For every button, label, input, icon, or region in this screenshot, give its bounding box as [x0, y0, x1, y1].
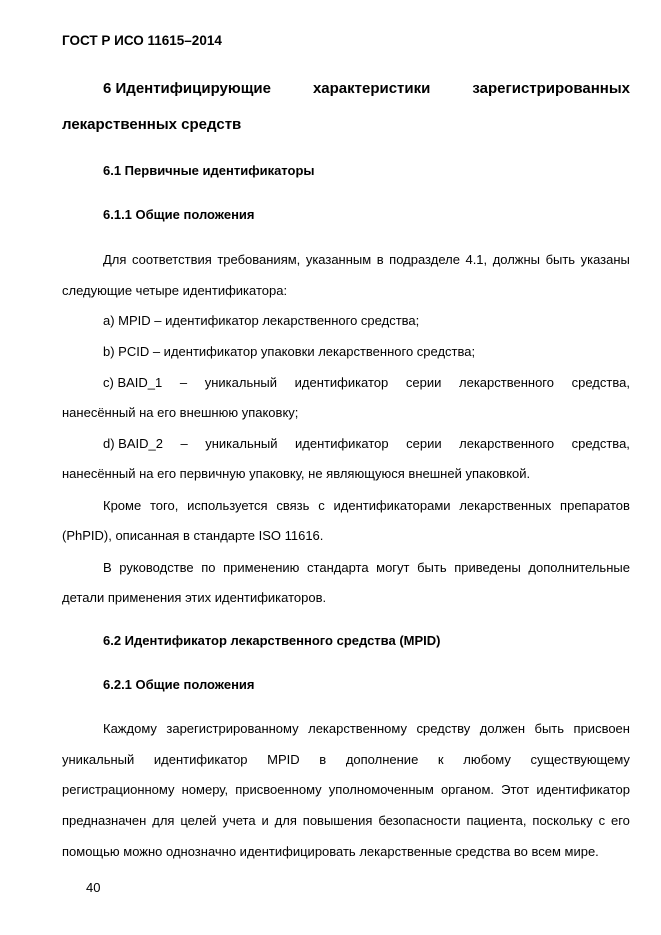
word: быть — [417, 560, 447, 575]
word: могут — [376, 560, 410, 575]
word: указаны — [580, 252, 630, 267]
word: используется — [187, 498, 268, 513]
word: d) BAID_2 — [103, 436, 163, 451]
word: В — [103, 560, 112, 575]
list-item-d-line2: нанесённый на его первичную упаковку, не являющуюся внешней упаковкой. — [62, 466, 531, 481]
word: присвоенному — [235, 782, 322, 797]
word: приведены — [454, 560, 521, 575]
para-line-4 — [62, 813, 630, 828]
list-item-c-line2: нанесённый на его внешнюю упаковку; — [62, 405, 299, 420]
word: должны — [492, 252, 541, 267]
word: руководстве — [119, 560, 194, 575]
para-line-1 — [103, 721, 630, 736]
word: учета — [222, 813, 256, 828]
section-6-2-heading: 6.2 Идентификатор лекарственного средства (MPID) — [103, 633, 441, 648]
word: лекарственного — [459, 375, 554, 390]
section-6-heading-line2: лекарственных средств — [62, 116, 242, 133]
word: зарегистрированному — [166, 721, 299, 736]
word: быть — [534, 721, 565, 736]
word: в — [319, 752, 327, 767]
word: номеру, — [181, 782, 229, 797]
word: серии — [406, 436, 442, 451]
word: по — [201, 560, 216, 575]
word: органом. — [440, 782, 495, 797]
word: зарегистрированных — [472, 80, 630, 97]
word: – — [180, 436, 188, 451]
document-header: ГОСТ Р ИСО 11615–2014 — [62, 33, 222, 48]
word: – — [179, 375, 188, 390]
guide-line-2: детали применения этих идентификаторов. — [62, 590, 327, 605]
word: уникальный — [204, 375, 278, 390]
word: средству — [416, 721, 471, 736]
extra-line-1 — [103, 498, 630, 513]
word: в — [376, 252, 384, 267]
word: присвоен — [573, 721, 630, 736]
word: идентификатор — [536, 782, 630, 797]
list-item-c-line1 — [103, 375, 630, 390]
word: Для — [103, 252, 127, 267]
word: уникальный — [205, 436, 278, 451]
para-line-2 — [62, 752, 630, 767]
word: характеристики — [312, 80, 431, 97]
word: должен — [479, 721, 526, 736]
section-6-1-1-heading: 6.1.1 Общие положения — [103, 207, 255, 222]
word: регистрационному — [62, 782, 175, 797]
word: соответствия — [131, 252, 212, 267]
word: подразделе — [389, 252, 460, 267]
word: Кроме — [103, 498, 142, 513]
word: к — [437, 752, 444, 767]
word: уполномоченным — [328, 782, 434, 797]
word: уникальный — [62, 752, 135, 767]
word: существующему — [530, 752, 630, 767]
word: средства, — [571, 375, 630, 390]
list-item-a: a) MPID – идентификатор лекарственного средства; — [103, 313, 420, 328]
word: Каждому — [103, 721, 157, 736]
extra-line-2: (PhPID), описанная в стандарте ISO 11616. — [62, 528, 324, 543]
word: поскольку — [532, 813, 593, 828]
word: пациента, — [466, 813, 527, 828]
word: c) BAID_1 — [103, 375, 163, 390]
word: связь — [276, 498, 310, 513]
word: его — [610, 813, 630, 828]
word: любому — [463, 752, 511, 767]
word: предназначен — [62, 813, 147, 828]
word: дополнение — [345, 752, 419, 767]
word: препаратов — [560, 498, 630, 513]
word: быть — [545, 252, 576, 267]
word: средства, — [571, 436, 630, 451]
word: серии — [405, 375, 442, 390]
intro-line-2: следующие четыре идентификатора: — [62, 283, 288, 298]
word: идентификаторами — [333, 498, 451, 513]
section-6-heading-line1 — [103, 80, 630, 97]
word: с — [598, 813, 606, 828]
word: стандарта — [307, 560, 369, 575]
para-line-3 — [62, 782, 630, 797]
page-number: 40 — [86, 880, 101, 895]
word: дополнительные — [528, 560, 630, 575]
word: повышения — [302, 813, 373, 828]
word: идентификатор — [295, 436, 389, 451]
word: того, — [150, 498, 179, 513]
section-6-2-1-heading: 6.2.1 Общие положения — [103, 677, 255, 692]
list-item-b: b) PCID – идентификатор упаковки лекарственного средства; — [103, 344, 476, 359]
para-line-5: помощью можно однозначно идентифицировать лекарственные средства во всем мире. — [62, 844, 599, 859]
word: 6 Идентифицирующие — [103, 80, 271, 97]
word: идентификатор — [153, 752, 248, 767]
word: 4.1, — [465, 252, 488, 267]
word: безопасности — [378, 813, 461, 828]
word: с — [318, 498, 325, 513]
list-item-d-line1 — [103, 436, 630, 451]
word: Этот — [501, 782, 530, 797]
word: лекарственного — [459, 436, 555, 451]
word: лекарственному — [308, 721, 407, 736]
intro-line-1 — [103, 252, 630, 267]
word: MPID — [267, 752, 300, 767]
word: для — [152, 813, 175, 828]
word: для — [274, 813, 297, 828]
word: и — [261, 813, 269, 828]
word: лекарственных — [459, 498, 552, 513]
word: требованиям, — [217, 252, 301, 267]
word: указанным — [305, 252, 372, 267]
section-6-1-heading: 6.1 Первичные идентификаторы — [103, 163, 315, 178]
guide-line-1 — [103, 560, 630, 575]
word: применению — [223, 560, 300, 575]
word: идентификатор — [294, 375, 389, 390]
word: целей — [180, 813, 217, 828]
